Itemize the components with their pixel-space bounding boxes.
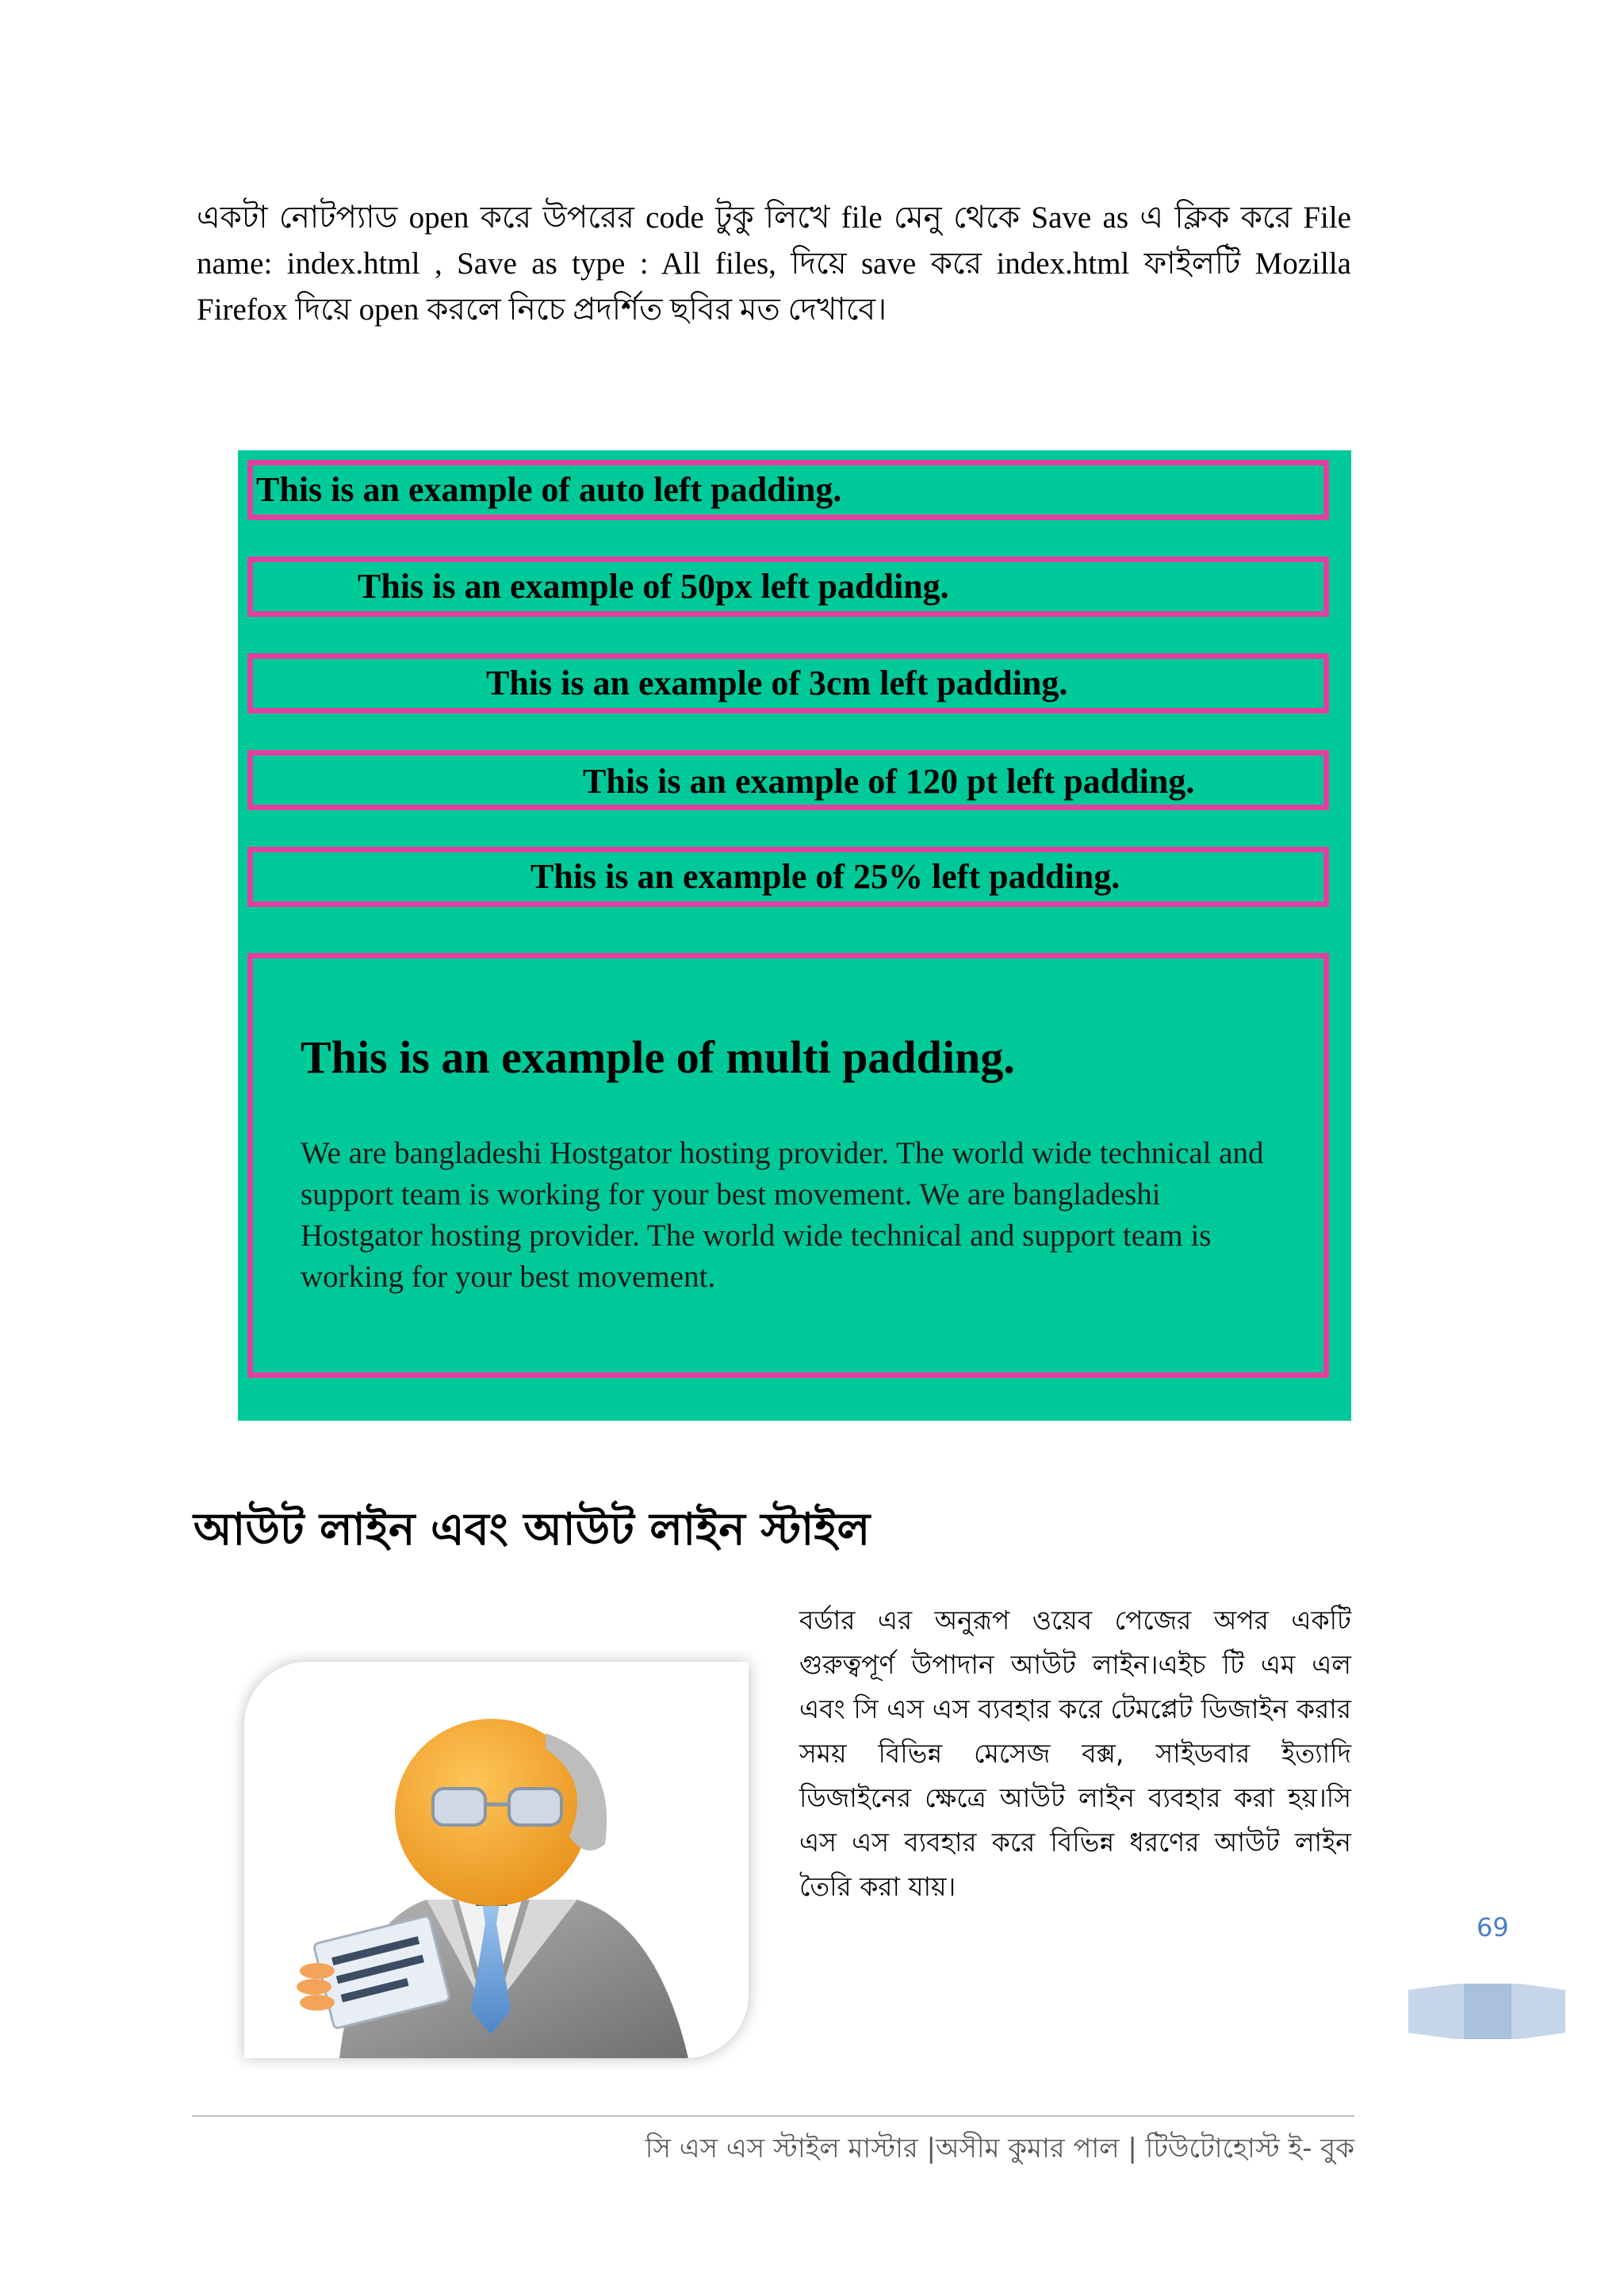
- section-title: আউট লাইন এবং আউট লাইন স্টাইল: [193, 1504, 871, 1556]
- businessman-icon: [244, 1662, 749, 2058]
- padding-box-25pct: [247, 847, 1329, 907]
- padding-box-3cm: [247, 653, 1329, 714]
- page-number: 69: [1477, 1912, 1509, 1942]
- footer-divider: [192, 2115, 1354, 2117]
- multi-padding-heading: This is an example of multi padding.: [301, 1031, 1015, 1083]
- padding-box-auto-text: This is an example of auto left padding.: [256, 470, 842, 509]
- padding-box-multi: [247, 953, 1329, 1378]
- padding-box-120pt: [247, 750, 1329, 810]
- outline-description: বর্ডার এর অনুরূপ ওয়েব পেজের অপর একটি গুরুত্বপূর্ণ উপাদান আউট লাইন।এইচ টি এম এল এবং সি এস এস ব্যবহার করে টেমপ্লেট ডিজাইন করার সময় বিভিন্ন মেসেজ বক্স, সাইডবার ইত্যাদি ডিজাইনের ক্ষেত্রে আউট লাইন ব্যবহার করা হয়।সি এস এস ব্যবহার করে বিভিন্ন ধরণের আউট লাইন তৈরি করা যায়।: [799, 1605, 1351, 1902]
- page-ribbon-decoration: [1408, 1982, 1565, 2041]
- padding-box-120pt-text: This is an example of 120 pt left padding.: [583, 762, 1195, 801]
- padding-box-50px: [247, 557, 1329, 617]
- footer-text: সি এস এস স্টাইল মাস্টার |অসীম কুমার পাল | টিউটোহোস্ট ই- বুক: [645, 2133, 1354, 2164]
- intro-paragraph: একটা নোটপ্যাড open করে উপরের code টুকু লিখে file মেনু থেকে Save as এ ক্লিক করে File name: index.html , Save as type : All files, দিয়ে save করে index.html ফাইলটি Mozilla Firefox দিয়ে open করলে নিচে প্রদর্শিত ছবির মত দেখাবে।: [197, 201, 1351, 327]
- intro-paragraph-block: [197, 195, 1351, 333]
- padding-box-auto: [247, 460, 1329, 520]
- padding-box-50px-text: This is an example of 50px left padding.: [358, 567, 949, 606]
- padding-demo-screenshot: [238, 450, 1351, 1421]
- businessman-illustration: [244, 1662, 749, 2058]
- multi-padding-body: We are bangladeshi Hostgator hosting provider. The world wide technical and support team is working for your best movement. We are bangladeshi Hostgator hosting provider. The world wide technical and support team is working for your best movement.: [301, 1136, 1264, 1294]
- padding-box-3cm-text: This is an example of 3cm left padding.: [486, 664, 1068, 702]
- padding-box-25pct-text: This is an example of 25% left padding.: [530, 857, 1120, 896]
